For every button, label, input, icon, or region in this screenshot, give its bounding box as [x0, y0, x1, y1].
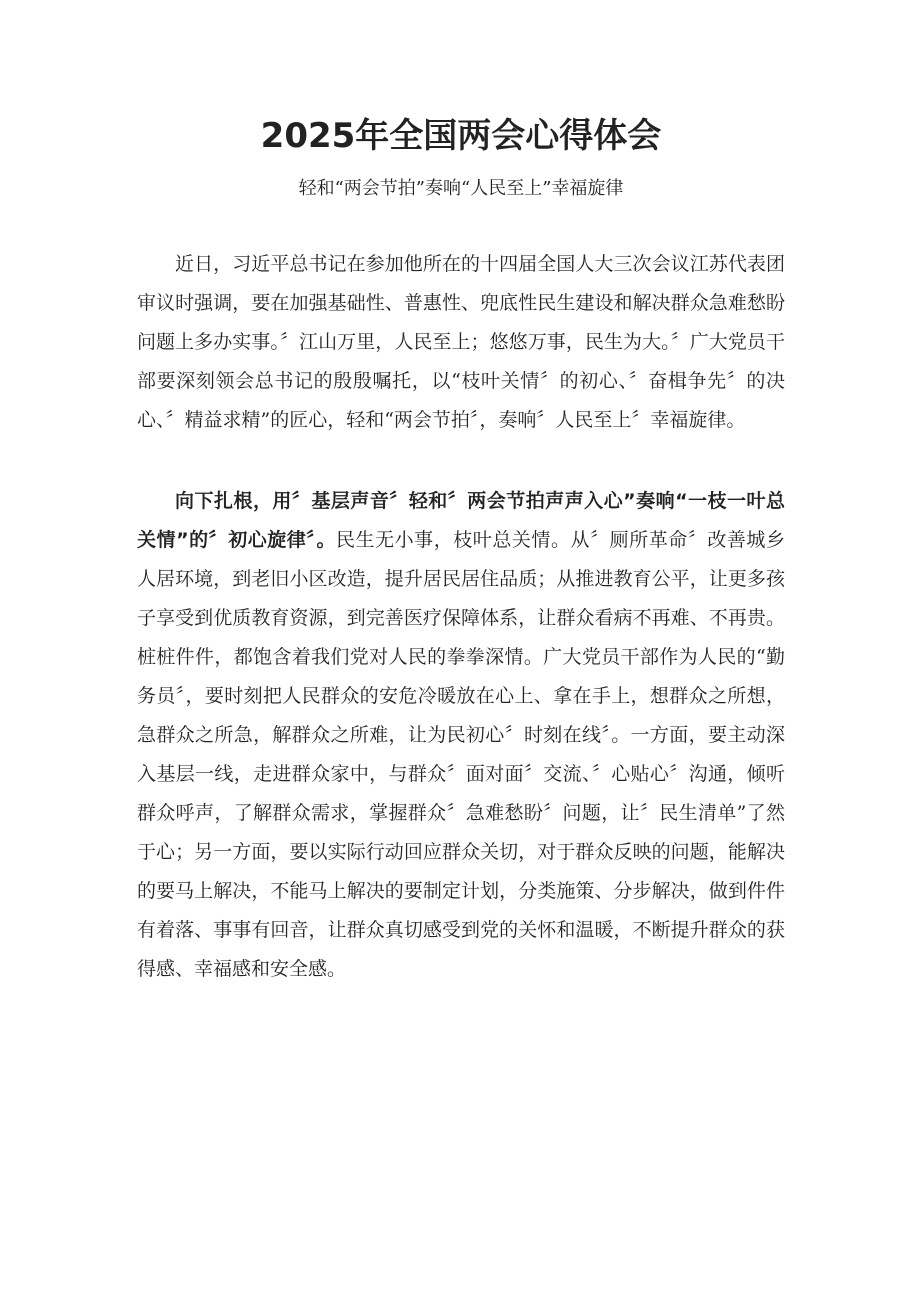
paragraph-1 — [137, 245, 785, 440]
paragraph-2-text: 民生无小事，枝叶总关情。从〞厕所革命〞改善城乡人居环境，到老旧小区改造，提升居民居住品质；从推进教育公平，让更多孩子享受到优质教育资源，到完善医疗保障体系，让群众看病不再难、不再贵。桩桩件件，都饱含着我们党对人民的拳拳深情。广大党员干部作为人民的“勤务员〞，要时刻把人民群众的安危冷暖放在心上、拿在手上，想群众之所想，急群众之所急，解群众之所难，让为民初心〞时刻在线〞。一方面，要主动深入基层一线，走进群众家中，与群众〞面对面〞交流、〞心贴心〞沟通，倾听群众呼声，了解群众需求，掌握群众〞急难愁盼〞问题，让〞民生清单”了然于心；另一方面，要以实际行动回应群众关切，对于群众反映的问题，能解决的要马上解决，不能马上解决的要制定计划，分类施策、分步解决，做到件件有着落、事事有回音，让群众真切感受到党的关怀和温暖，不断提升群众的获得感、幸福感和安全感。 — [137, 529, 785, 980]
paragraph-2-lead: 向下扎根，用〞基层声音〞轻和〞两会节拍声声入心”奏响“一枝一叶总关情”的〞初心旋律〞。 — [137, 490, 785, 551]
document-title: 2025年全国两会心得体会 — [260, 116, 662, 156]
document-subtitle: 轻和“两会节拍”奏响“人民至上”幸福旋律 — [298, 178, 624, 199]
paragraph-1-text: 近日，习近平总书记在参加他所在的十四届全国人大三次会议江苏代表团审议时强调，要在加强基础性、普惠性、兜底性民生建设和解决群众急难愁盼问题上多办实事。〞江山万里，人民至上；悠悠万事，民生为大。〞广大党员干部要深刻领会总书记的殷殷嘱托，以“枝叶关情〞的初心、〞奋楫争先〞的决心、〞精益求精”的匠心，轻和“两会节拍〞，奏响〞人民至上〞幸福旋律。 — [137, 253, 785, 431]
paragraph-2 — [137, 482, 785, 989]
